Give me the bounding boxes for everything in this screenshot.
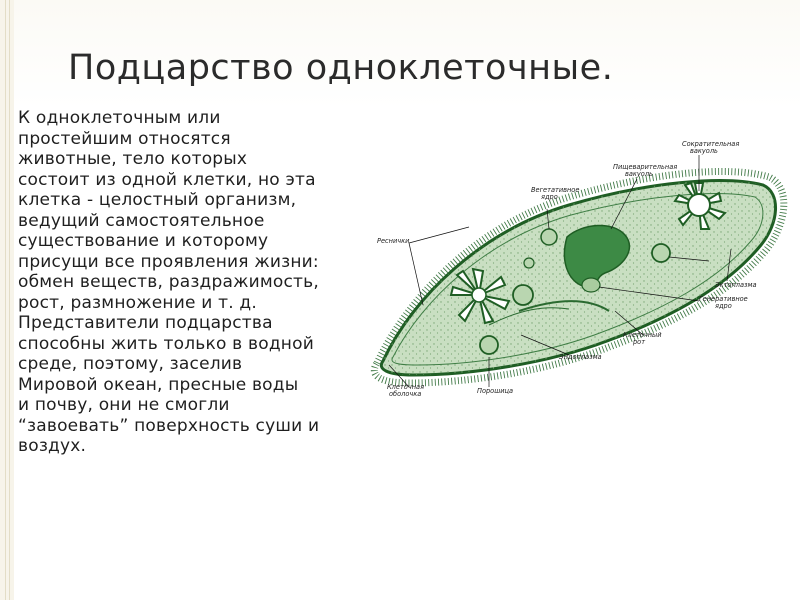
- label-cilia: Реснички: [377, 237, 410, 245]
- label-macronucleus: Вегетативное: [531, 186, 580, 194]
- label-contractile-vacuole: Сократительная: [682, 140, 740, 148]
- body-line: Мировой океан, пресные воды: [18, 374, 299, 395]
- digestive-vacuole: [513, 285, 533, 305]
- slide-title: Подцарство одноклеточные.: [68, 48, 614, 88]
- label-anal-pore: Порошица: [477, 387, 514, 395]
- label-micronucleus: ядро: [715, 302, 732, 310]
- frame-line: [5, 0, 6, 600]
- digestive-vacuole: [541, 229, 557, 245]
- label-macronucleus: ядро: [541, 193, 558, 201]
- label-cell-membrane: оболочка: [389, 390, 422, 398]
- body-line: существование и которому: [18, 231, 269, 251]
- body-line: рост, размножение и т. д.: [18, 292, 257, 313]
- label-cell-mouth: рот: [633, 338, 646, 346]
- digestive-vacuole: [524, 258, 534, 268]
- digestive-vacuole: [652, 244, 670, 262]
- label-digestive-vacuole: Пищеварительная: [613, 163, 678, 171]
- slide-body-text: [18, 108, 370, 457]
- label-ectoplasm: Эктоплазма: [715, 281, 757, 289]
- body-line: Представители подцарства: [18, 313, 273, 333]
- micronucleus: [582, 278, 600, 292]
- body-line: способны жить только в водной: [18, 333, 314, 354]
- body-line: животные, тело которых: [18, 149, 248, 169]
- body-line: среде, поэтому, заселив: [18, 354, 243, 374]
- body-line: простейшим относятся: [18, 128, 231, 149]
- label-endoplasm: Эндоплазма: [559, 353, 602, 361]
- body-line: ведущий самостоятельное: [18, 210, 265, 231]
- body-line: обмен веществ, раздражимость,: [18, 272, 319, 292]
- digestive-vacuole: [480, 336, 498, 354]
- frame-line: [9, 0, 10, 600]
- label-cell-mouth: Клеточный: [623, 331, 662, 339]
- paramecium-svg: [369, 125, 789, 410]
- body-line: воздух.: [18, 436, 87, 456]
- body-line: присущи все проявления жизни:: [18, 251, 319, 272]
- slide-left-frame: [0, 0, 14, 600]
- body-line: клетка - целостный организм,: [18, 190, 297, 210]
- body-line: К одноклеточным или: [18, 108, 221, 128]
- body-line: “завоевать” поверхность суши и: [18, 415, 320, 436]
- label-micronucleus: Генеративное: [699, 295, 748, 303]
- label-digestive-vacuole: вакуоль: [625, 170, 653, 178]
- label-cell-membrane: Клеточная: [387, 383, 425, 391]
- body-line: и почву, они не смогли: [18, 395, 230, 415]
- body-line: состоит из одной клетки, но эта: [18, 169, 316, 190]
- paramecium-diagram: [369, 125, 789, 410]
- label-contractile-vacuole: вакуоль: [690, 147, 718, 155]
